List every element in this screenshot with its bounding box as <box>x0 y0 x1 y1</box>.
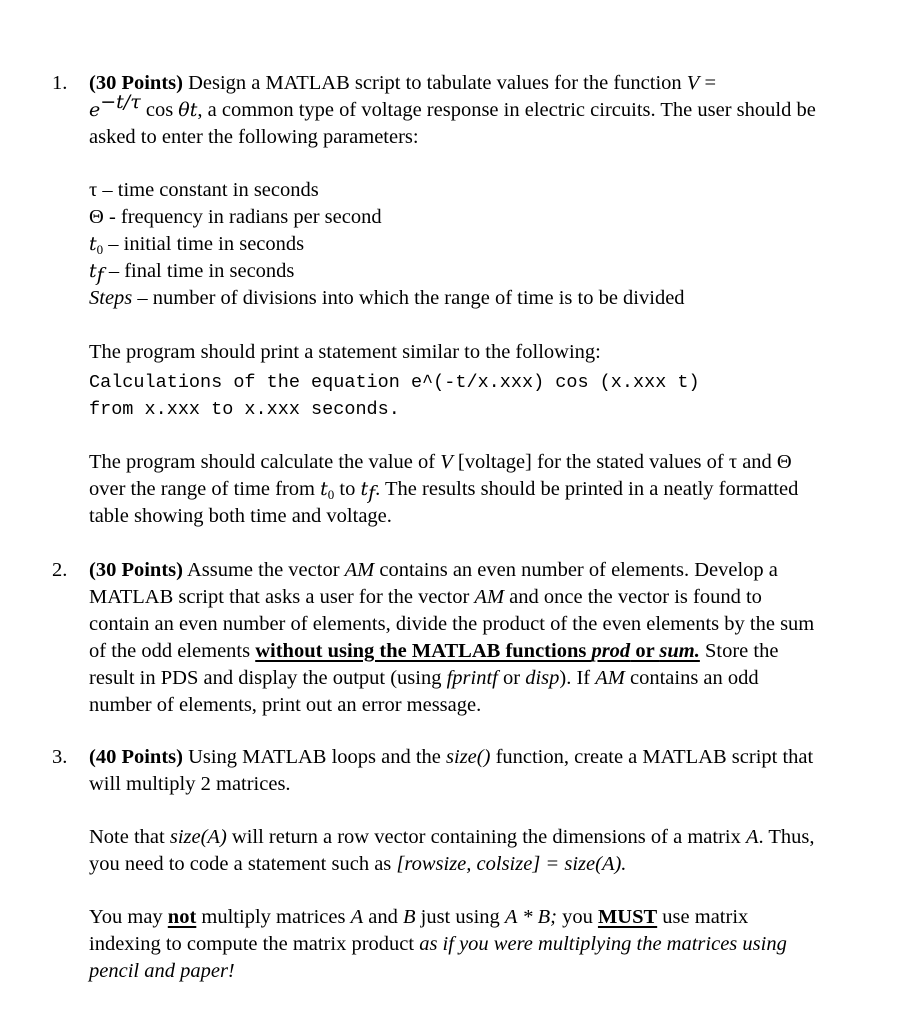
text: contains an odd <box>624 667 759 689</box>
symbol: τ <box>89 179 98 201</box>
symbol: Θ <box>89 206 104 228</box>
text: you <box>556 906 598 928</box>
text: and once the vector is found to <box>504 586 762 608</box>
rule-line-2 <box>89 934 787 955</box>
problem-1-line-3: asked to enter the following parameters: <box>89 126 419 148</box>
problem-number: 3. <box>52 746 68 768</box>
text: just using <box>415 906 505 928</box>
text: you need to code a statement such as <box>89 853 397 875</box>
points-label: (40 Points) <box>89 746 183 768</box>
text: MATLAB script that asks a user for the vector <box>89 586 475 608</box>
desc: – final time in seconds <box>103 260 295 282</box>
rule-line-3: pencil and paper! <box>89 960 235 982</box>
parameter-theta <box>89 207 382 228</box>
emphasis-must: MUST <box>597 906 658 928</box>
text: contains an even number of elements. Develop a <box>374 559 778 581</box>
variable: A <box>745 826 759 848</box>
subscript: 0 <box>96 242 104 257</box>
text: You may <box>89 906 168 928</box>
fn-size-a: size(A) <box>169 826 227 848</box>
text: multiply matrices <box>196 906 351 928</box>
tf: t <box>360 478 369 500</box>
calc-line-3: table showing both time and voltage. <box>89 505 392 527</box>
problem-2-line-1 <box>89 560 778 581</box>
text: indexing to compute the matrix product <box>89 933 420 955</box>
text: to <box>334 478 361 500</box>
text: ). If <box>559 667 596 689</box>
emphasis-text: as if you were multiplying the matrices using <box>419 933 787 955</box>
text: result in PDS and display the output (using <box>89 667 447 689</box>
desc: – time constant in seconds <box>97 179 319 201</box>
emphasis-not: not <box>167 906 197 928</box>
parameter-tf <box>89 260 295 286</box>
math-theta-t: θt <box>178 99 198 121</box>
variable: AM <box>474 586 505 608</box>
code-line-1: Calculations of the equation e^(-t/x.xxx) cos (x.xxx t) <box>89 372 700 393</box>
symbol: t <box>89 233 97 255</box>
t0: t <box>320 478 328 500</box>
text: without using the MATLAB functions <box>255 640 592 662</box>
parameter-tau <box>89 180 319 201</box>
emphasis-restriction <box>255 640 700 662</box>
desc: - frequency in radians per second <box>103 206 382 228</box>
text: of the odd elements <box>89 640 256 662</box>
text: or <box>497 667 526 689</box>
fn-prod: prod <box>591 640 631 662</box>
calc-line-1 <box>89 452 792 473</box>
text: . The results should be printed in a neatly formatted <box>375 478 799 500</box>
text: = <box>699 72 717 94</box>
variable: B <box>402 906 416 928</box>
expression: A * B; <box>504 906 557 928</box>
variable: V <box>686 72 700 94</box>
desc: – number of divisions into which the range of time is to be divided <box>132 287 685 309</box>
note-line-1 <box>89 827 815 848</box>
fn-size: size() <box>446 746 491 768</box>
text: [voltage] for the stated values of τ and Θ <box>452 451 792 473</box>
text: will return a row vector containing the dimensions of a matrix <box>226 826 746 848</box>
code-statement: [rowsize, colsize] = size(A). <box>396 853 627 875</box>
symbol: t <box>89 260 97 282</box>
problem-2-line-4 <box>89 641 778 662</box>
text: function, create a MATLAB script that <box>490 746 814 768</box>
problem-2-line-6: number of elements, print out an error message. <box>89 694 482 716</box>
problem-1-line-1 <box>89 73 716 94</box>
text: , a common type of voltage response in electric circuits. The user should be <box>197 99 816 121</box>
text: The program should calculate the value of <box>89 451 441 473</box>
text: or <box>630 640 660 662</box>
text: Note that <box>89 826 170 848</box>
problem-number: 1. <box>52 72 68 94</box>
text: Design a MATLAB script to tabulate values for the function <box>182 72 687 94</box>
problem-2-line-3: contain an even number of elements, divide the product of the even elements by the sum <box>89 613 815 635</box>
text: Using MATLAB loops and the <box>182 746 447 768</box>
problem-2-line-2 <box>89 587 762 608</box>
problem-1-line-2 <box>89 91 816 121</box>
variable: A <box>350 906 364 928</box>
subscript: 0 <box>327 487 335 502</box>
points-label: (30 Points) <box>89 72 183 94</box>
math-exponent: −t/τ <box>100 91 141 113</box>
parameter-steps <box>89 288 685 309</box>
subscript: f <box>96 264 104 286</box>
rule-line-1 <box>89 907 748 928</box>
problem-3-line-1 <box>89 747 813 768</box>
variable: AM <box>595 667 625 689</box>
fn-sum: sum. <box>659 640 700 662</box>
fn-disp: disp <box>525 667 560 689</box>
points-label: (30 Points) <box>89 559 183 581</box>
subscript: f <box>368 482 376 504</box>
problem-3-line-2: will multiply 2 matrices. <box>89 773 291 795</box>
text: Assume the vector <box>182 559 345 581</box>
symbol: Steps <box>89 287 133 309</box>
desc: – initial time in seconds <box>103 233 305 255</box>
text: over the range of time from <box>89 478 321 500</box>
text: cos <box>140 99 179 121</box>
problem-number: 2. <box>52 559 68 581</box>
math-e: e <box>89 99 101 121</box>
variable: V <box>440 451 453 473</box>
text: . Thus, <box>758 826 815 848</box>
code-line-2: from x.xxx to x.xxx seconds. <box>89 399 400 420</box>
parameter-t0 <box>89 234 304 255</box>
variable: AM <box>344 559 375 581</box>
fn-fprintf: fprintf <box>446 667 498 689</box>
text: and <box>363 906 403 928</box>
note-line-2 <box>89 854 626 875</box>
text: use matrix <box>657 906 749 928</box>
print-intro: The program should print a statement similar to the following: <box>89 341 601 363</box>
text: Store the <box>699 640 779 662</box>
calc-line-2 <box>89 478 799 504</box>
problem-2-line-5 <box>89 668 759 689</box>
